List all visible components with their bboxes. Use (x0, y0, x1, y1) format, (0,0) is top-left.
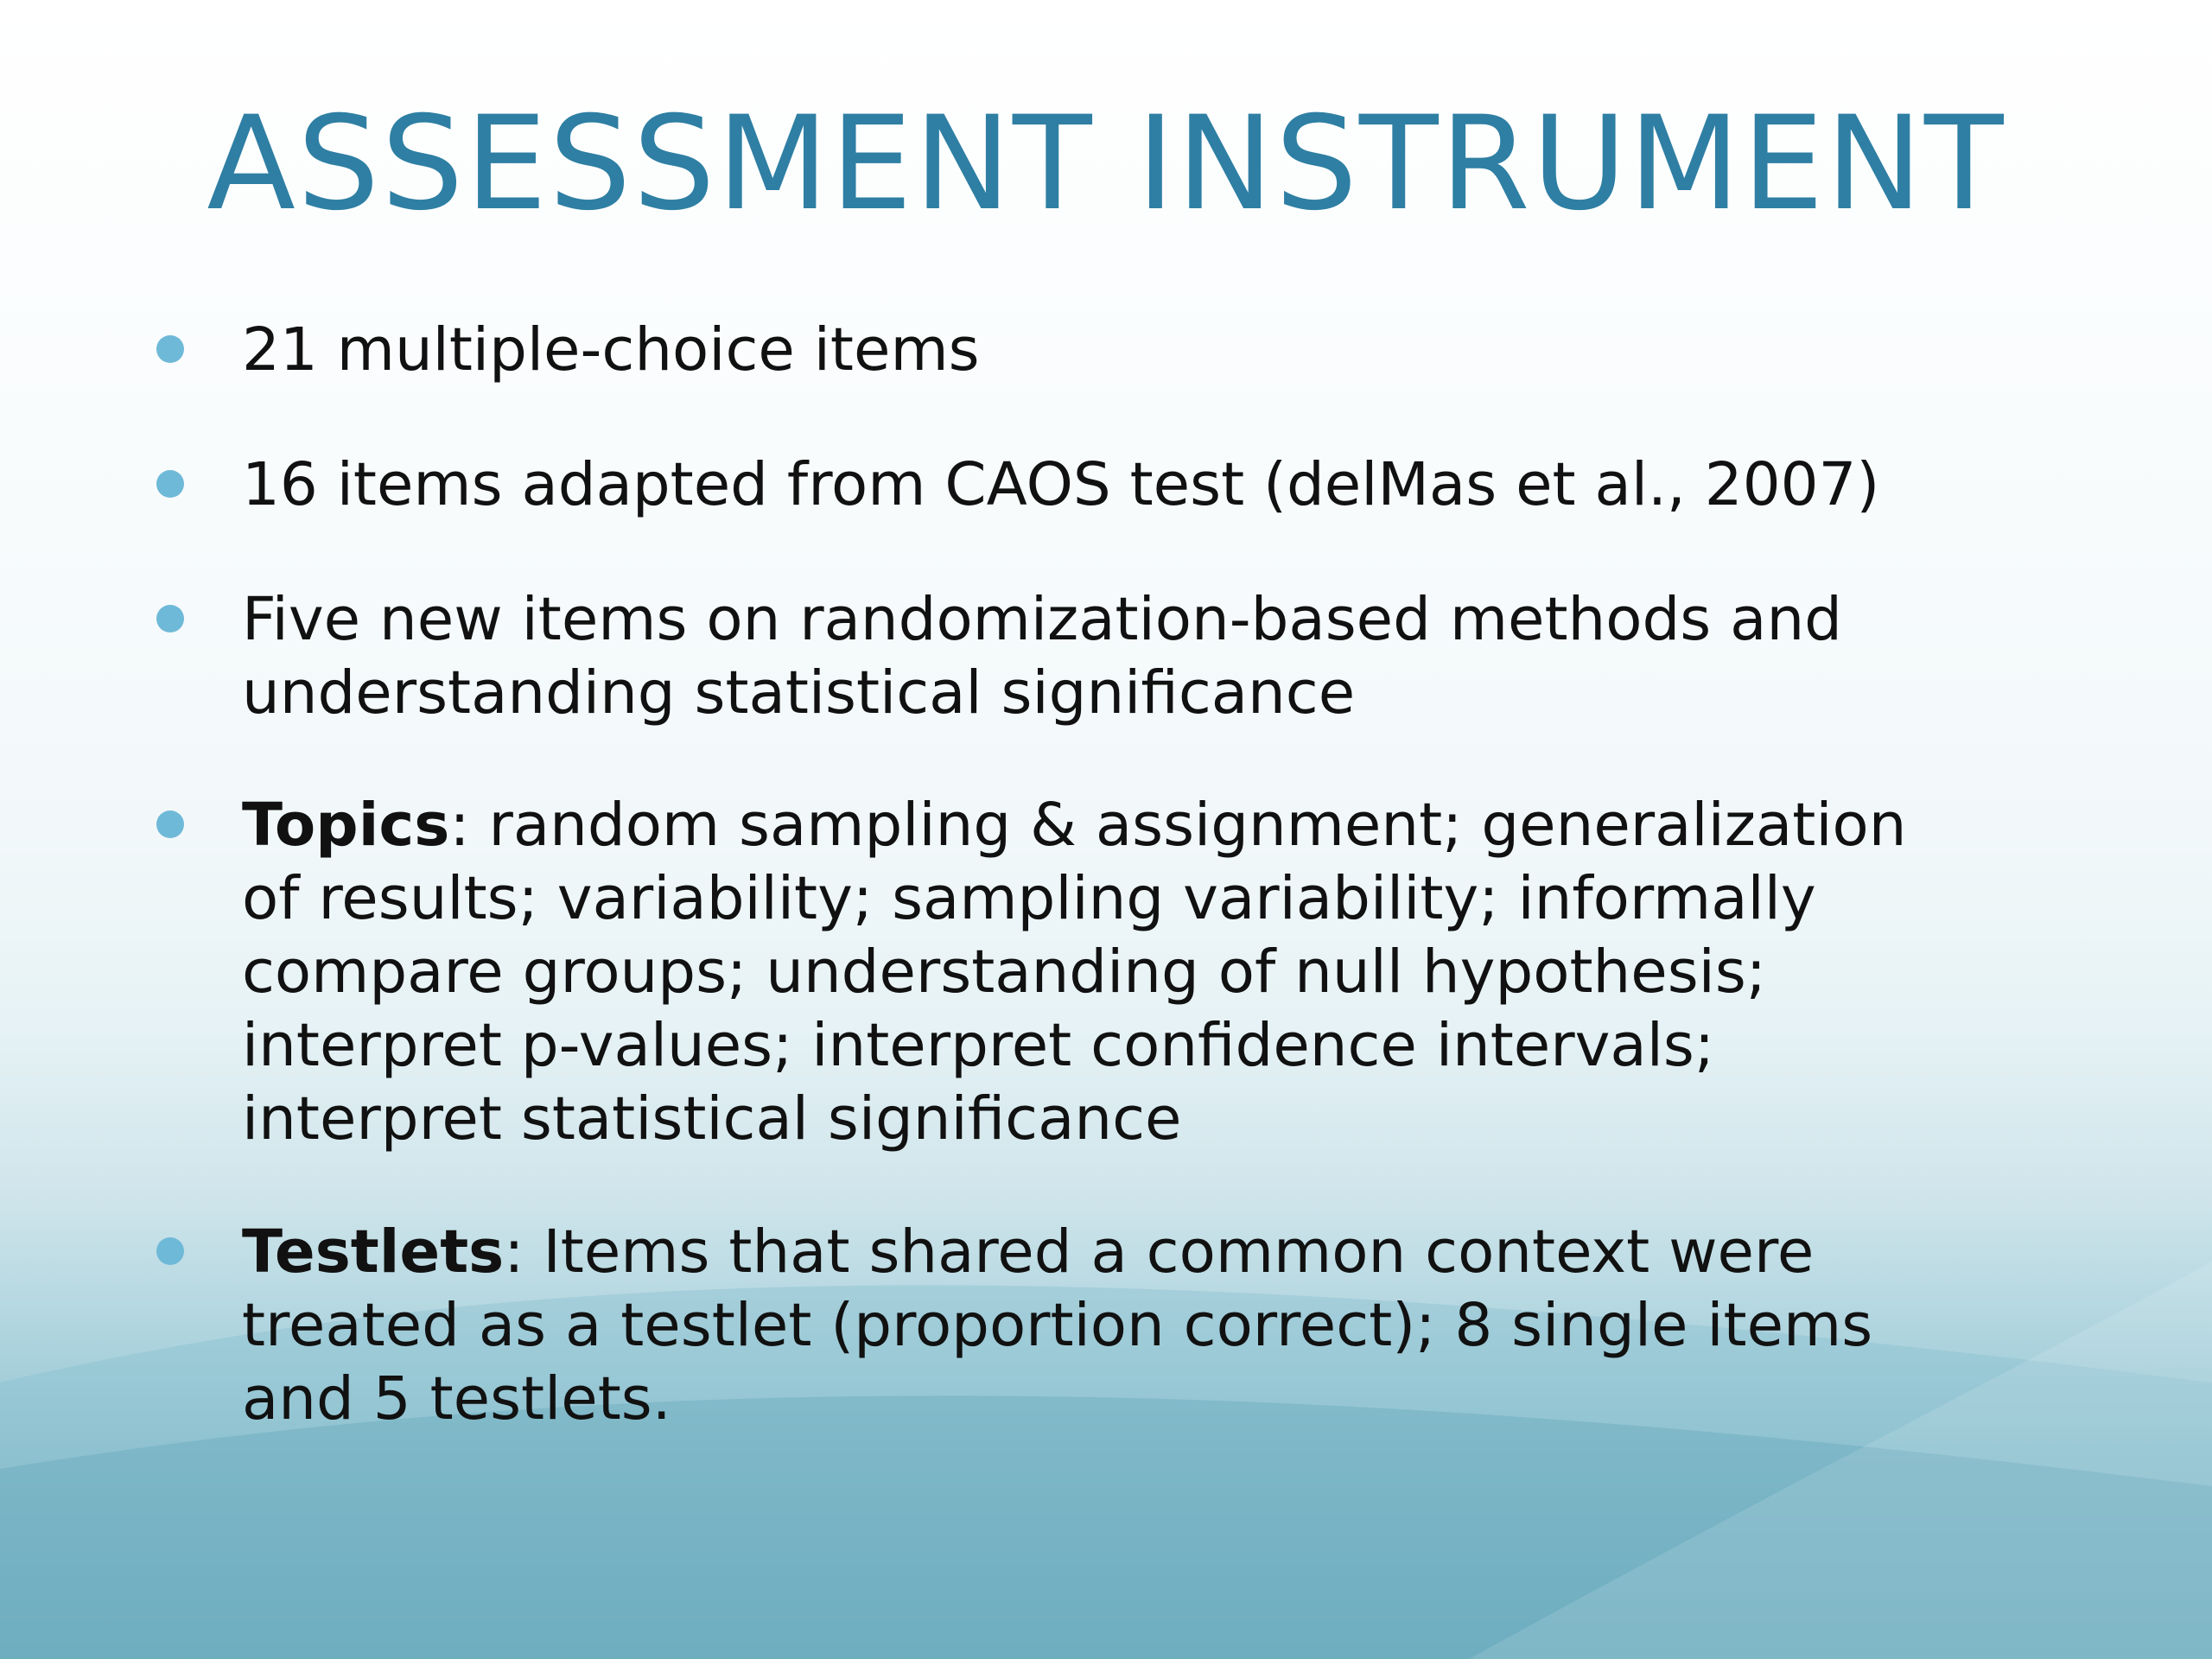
bullet-text-line: understanding statistical significance (242, 658, 1356, 728)
bullet-text-line: 21 multiple-choice items (242, 315, 980, 385)
bullet-item (242, 583, 2039, 730)
bullet-text-line: and 5 testlets. (242, 1364, 671, 1433)
bullet-item (242, 314, 2039, 387)
bullet-dot-icon (156, 605, 184, 632)
bullet-text-line: 16 items adapted from CAOS test (delMas et al., 2007) (242, 450, 1880, 519)
bullet-bold-label: Testlets (242, 1217, 505, 1287)
bullet-dot-icon (156, 335, 184, 363)
bullet-bold-label: Topics (242, 791, 450, 860)
bullet-text-segment: : Items that shared a common context were (504, 1217, 1815, 1287)
bullet-dot-icon (156, 470, 184, 498)
bullet-text-line: compare groups; understanding of null hypothesis; (242, 938, 1767, 1007)
bullet-item (242, 789, 2039, 1156)
bullet-item (242, 448, 2039, 522)
bullet-text-line: Five new items on randomization-based methods and (242, 585, 1842, 654)
bullet-dot-icon (156, 1237, 184, 1265)
bullet-item (242, 1216, 2039, 1436)
bullet-text-line: treated as a testlet (proportion correct); 8 single items (242, 1291, 1873, 1360)
bullet-dot-icon (156, 810, 184, 838)
bullet-text-line: interpret statistical significance (242, 1084, 1182, 1154)
bullet-text-line: interpret p-values; interpret confidence intervals; (242, 1011, 1715, 1080)
bullet-text-line: of results; variability; sampling variability; informally (242, 864, 1816, 933)
bullet-text-line (242, 1216, 2039, 1289)
slide-title: ASSESSMENT INSTRUMENT (207, 89, 2005, 239)
bullet-text-line (242, 789, 2039, 862)
bullet-text-segment: : random sampling & assignment; generalization (449, 791, 1907, 860)
